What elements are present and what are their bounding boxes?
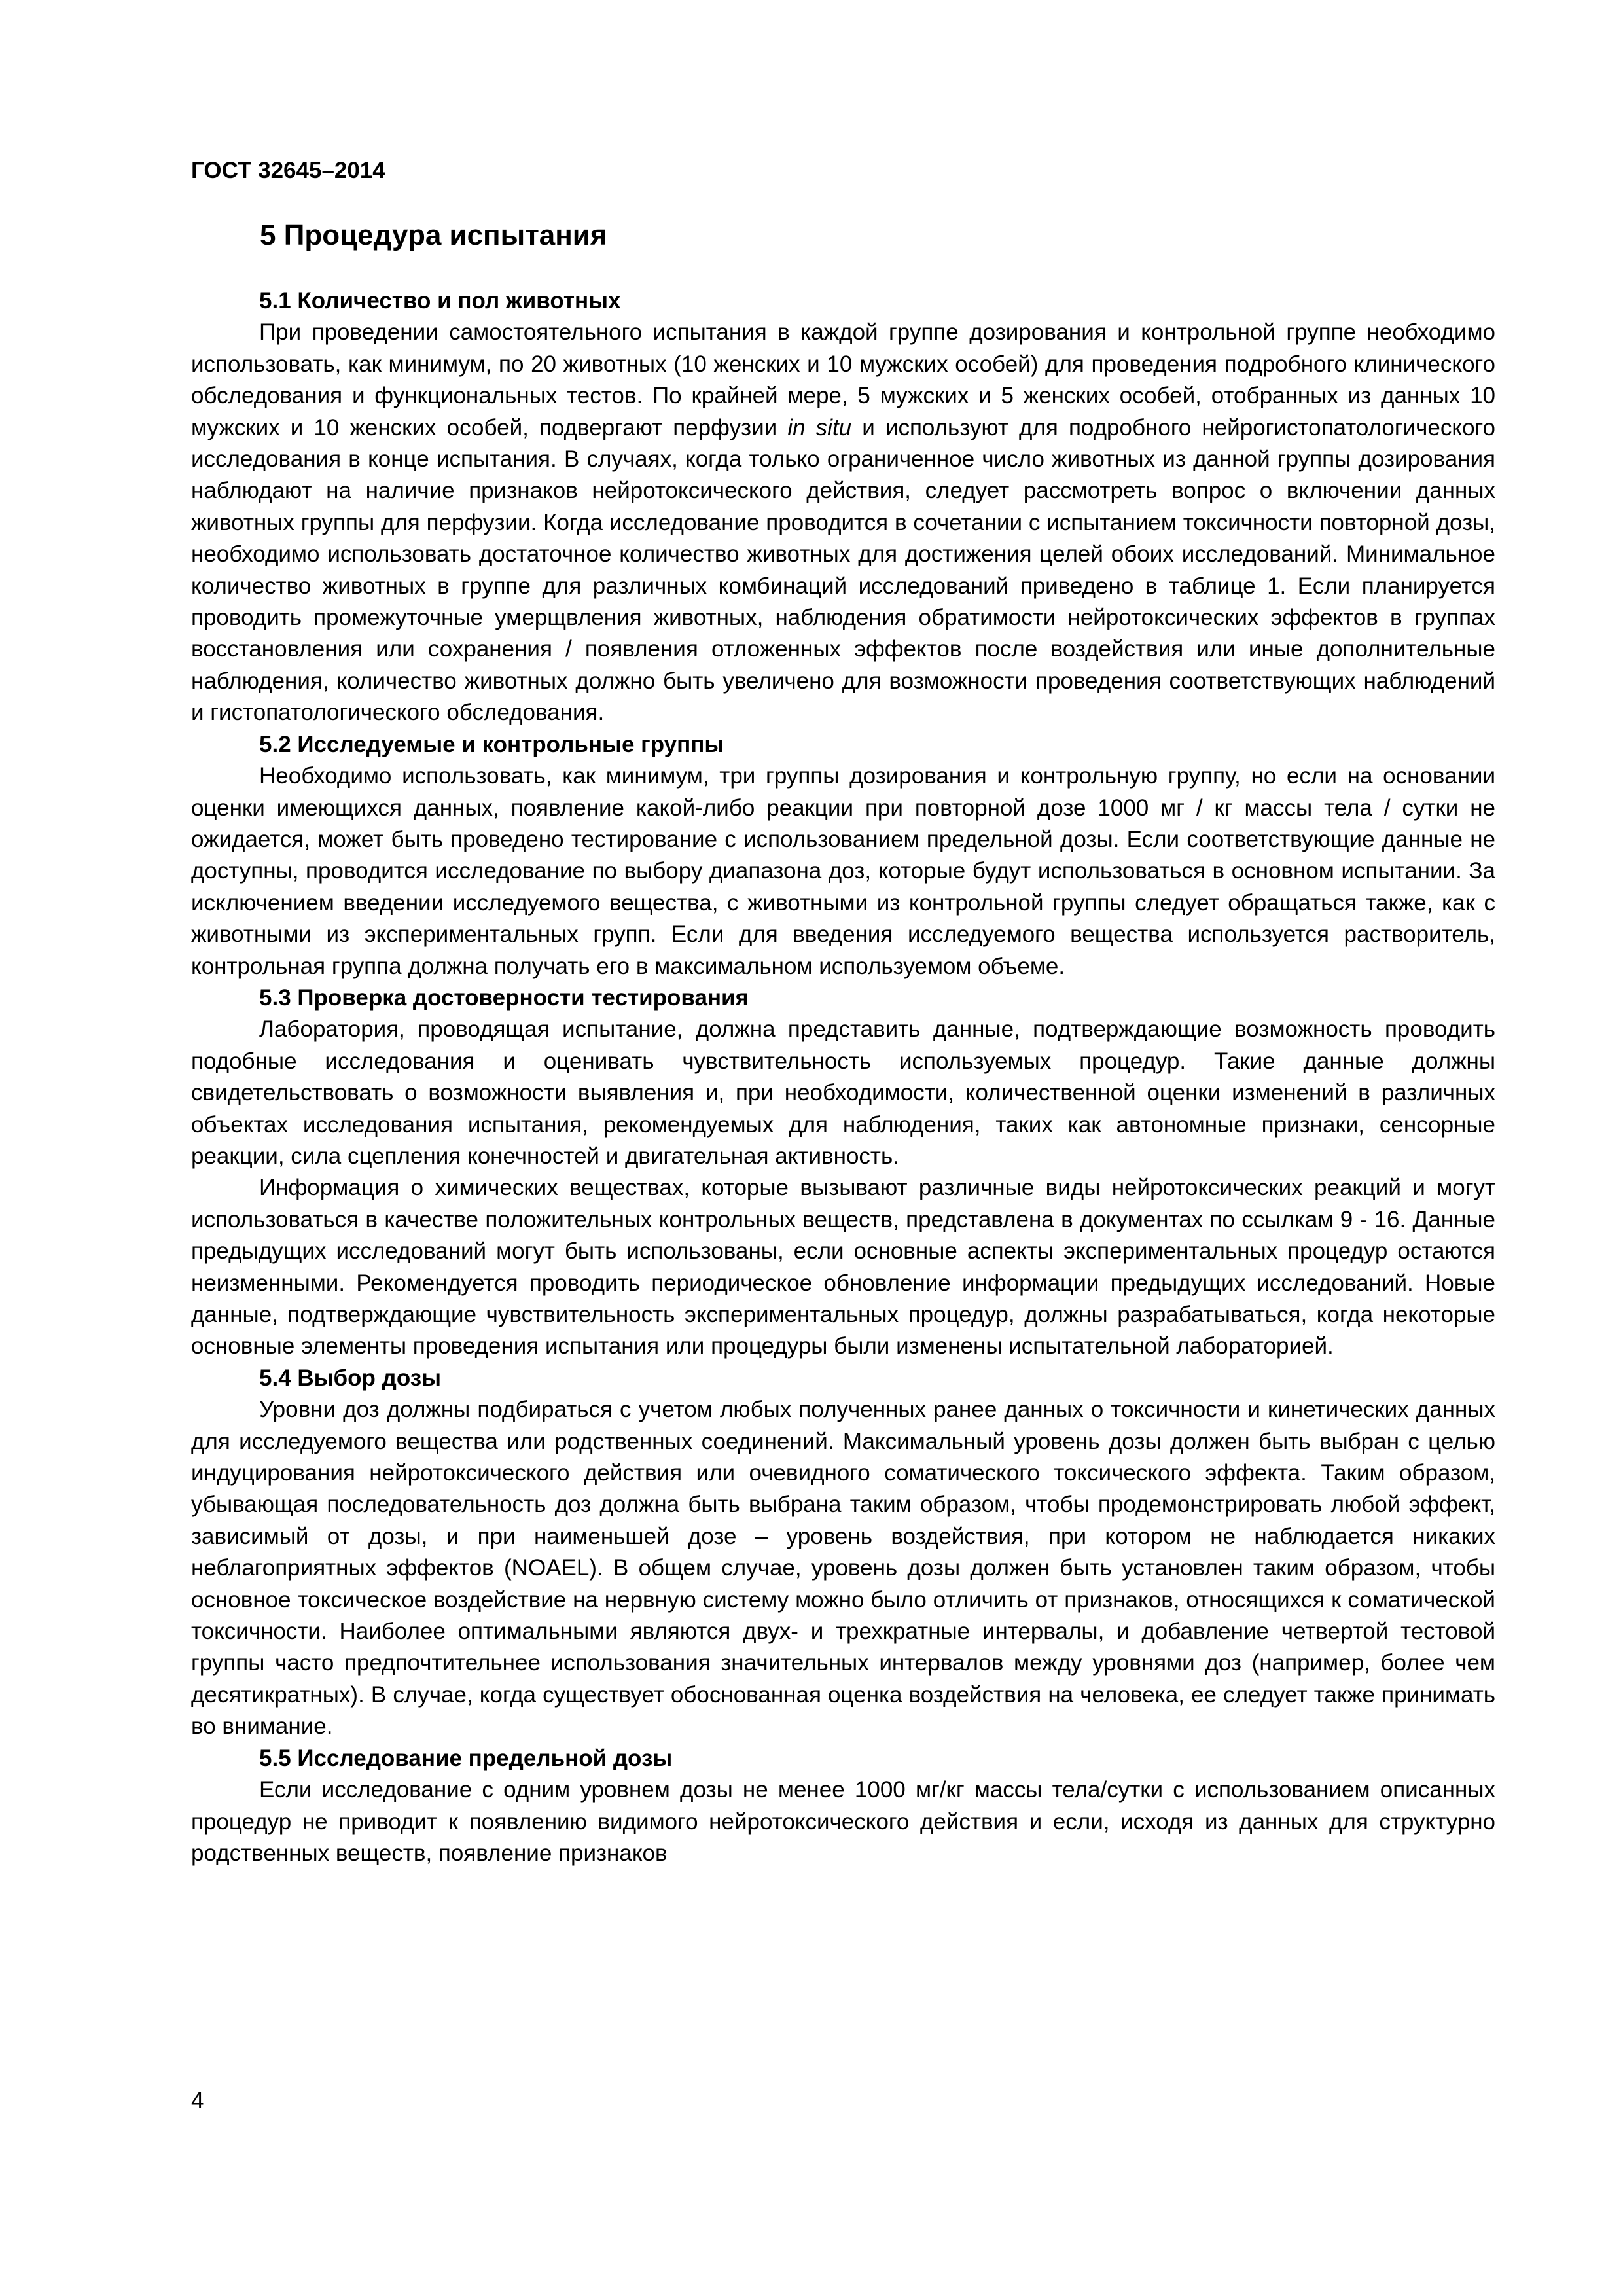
page-number: 4 [191,2088,204,2113]
paragraph-text: При проведении самостоятельного испытания в каждой группе дозирования и контрольной группе необходимо использовать, как минимум, по 20 животных (10 женских и 10 мужских особей) для проведения подробного клинического обследования и функциональных тестов. По крайней мере, 5 мужских и 5 женских особей, отобранных из данных 10 мужских и 10 женских особей, подвергают перфузии [191,319,1495,440]
chapter-title: 5 Процедура испытания [260,219,607,251]
section-heading-5-3: 5.3 Проверка достоверности тестирования [259,984,749,1011]
section-heading-5-4: 5.4 Выбор дозы [259,1365,442,1391]
paragraph-5-5-1: Если исследование с одним уровнем дозы не менее 1000 мг/кг массы тела/сутки с использованием описанных процедур не приводит к появлению видимого нейротоксического действия и если, исходя из данных для структурно родственных веществ, появление признаков [191,1777,1495,1866]
paragraph-5-4-1: Уровни доз должны подбираться с учетом любых полученных ранее данных о токсичности и кинетических данных для исследуемого вещества или родственных соединений. Максимальный уровень дозы должен быть выбран с целью индуцирования нейротоксического действия или очевидного соматического токсического эффекта. Таким образом, убывающая последовательность доз должна быть выбрана таким образом, чтобы продемонстрировать любой эффект, зависимый от дозы, и при наименьшей дозе – уровень воздействия, при котором не наблюдается никаких неблагоприятных эффектов (NOAEL). В общем случае, уровень дозы должен быть установлен таким образом, чтобы основное токсическое воздействие на нервную систему можно было отличить от признаков, относящихся к соматической токсичности. Наиболее оптимальными являются двух- и трехкратные интервалы, и добавление четвертой тестовой группы часто предпочтительнее использования значительных интервалов между уровнями доз (например, более чем десятикратных). В случае, когда существует обоснованная оценка воздействия на человека, ее следует также принимать во внимание. [191,1397,1495,1740]
italic-term: in situ [787,414,852,440]
paragraph-5-3-2: Информация о химических веществах, которые вызывают различные виды нейротоксических реакций и могут использоваться в качестве положительных контрольных веществ, представлена в документах по ссылкам 9 - 16. Данные предыдущих исследований могут быть использованы, если основные аспекты экспериментальных процедур остаются неизменными. Рекомендуется проводить периодическое обновление информации предыдущих исследований. Новые данные, подтверждающие чувствительность экспериментальных процедур, должны разрабатываться, когда некоторые основные элементы проведения испытания или процедуры были изменены испытательной лабораторией. [191,1175,1495,1359]
paragraph-5-3-1: Лаборатория, проводящая испытание, должна представить данные, подтверждающие возможность проводить подобные исследования и оценивать чувствительность используемых процедур. Такие данные должны свидетельствовать о возможности выявления и, при необходимости, количественной оценки изменений в различных объектах исследования испытания, рекомендуемых для наблюдения, таких как автономные признаки, сенсорные реакции, сила сцепления конечностей и двигательная активность. [191,1016,1495,1169]
paragraph-5-2-1: Необходимо использовать, как минимум, три группы дозирования и контрольную группу, но если на основании оценки имеющихся данных, появление какой-либо реакции при повторной дозе 1000 мг / кг массы тела / сутки не ожидается, может быть проведено тестирование с использованием предельной дозы. Если соответствующие данные не доступны, проводится исследование по выбору диапазона доз, которые будут использоваться в основном испытании. За исключением введении исследуемого вещества, с животными из контрольной группы следует обращаться также, как с животными из экспериментальных групп. Если для введения исследуемого вещества используется растворитель, контрольная группа должна получать его в максимальном используемом объеме. [191,763,1495,979]
paragraph-text: и используют для подробного нейрогистопатологического исследования в конце испытания. В случаях, когда только ограниченное число животных из данной группы дозирования наблюдают на наличие признаков нейротоксического действия, следует рассмотреть вопрос о включении данных животных группы для перфузии. Когда исследование проводится в сочетании с испытанием токсичности повторной дозы, необходимо использовать достаточное количество животных для достижения целей обоих исследований. Минимальное количество животных в группе для различных комбинаций исследований приведено в таблице 1. Если планируется проводить промежуточные умерщвления животных, наблюдения обратимости нейротоксических эффектов в группах восстановления или сохранения / появления отложенных эффектов после воздействия или иные дополнительные наблюдения, количество животных должно быть увеличено для возможности проведения соответствующих наблюдений и гистопатологического обследования. [191,414,1495,726]
section-heading-5-1: 5.1 Количество и пол животных [259,288,621,314]
section-heading-5-2: 5.2 Исследуемые и контрольные группы [259,731,724,757]
paragraph-5-1-1 [191,317,1495,728]
document-body [191,285,1495,1869]
standard-designation: ГОСТ 32645–2014 [191,158,385,183]
section-heading-5-5: 5.5 Исследование предельной дозы [259,1745,673,1771]
